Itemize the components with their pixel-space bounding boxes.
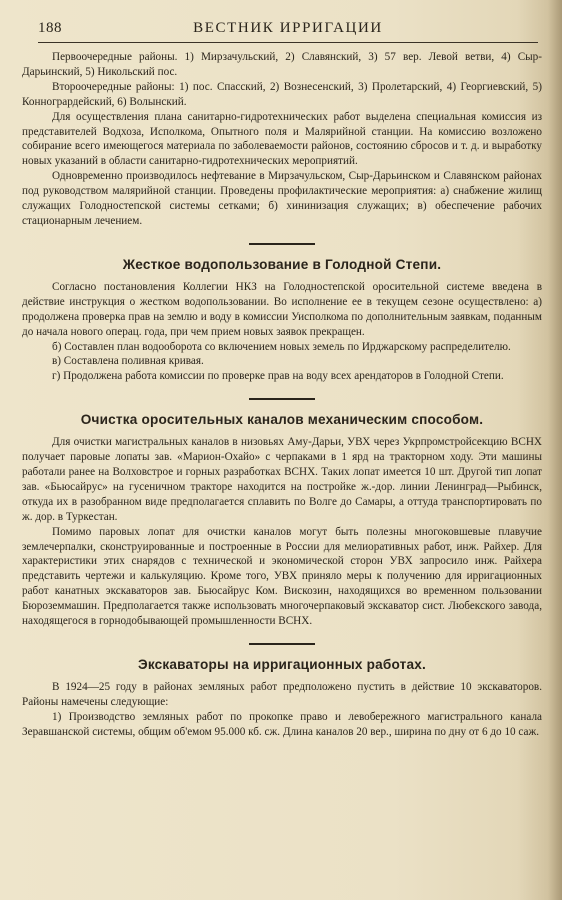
section-heading: Жесткое водопользование в Голодной Степи. (122, 256, 442, 272)
paragraph: Для осуществления плана санитарно-гидротехнических работ выделена специальная комиссия из представителей Водхоза, Исполкома, Опытного поля и Малярийной станции. На комиссию возложено собирание всего имеющегося материала по заболеваемости районов, состоянию сбросов и т. д. и выработку новых указаний в области санитарно-гидротехнических мероприятий. (22, 110, 542, 168)
paragraph: Одновременно производилось нефтевание в Мирзачульском, Сыр-Дарьинском и Славянском районах под руководством малярийной станции. Проведены профилактические мероприятия: а) снабжение жилищ служащих Голодностепской системы сетками; б) хининизация служащих; в) обеспечение рабочих стационарным лечением. (22, 170, 542, 227)
paragraph: Для очистки магистральных каналов в низовьях Аму-Дарьи, УВХ через Укрпромстройсекцию ВСНХ получает паровые лопаты зав. «Марион-Охайо» с черпаками в 1 ярд на тракторном ходу. Эти машины работали ранее на Волховстрое и горных разработках ВСНХ. Таких лопат имеется 10 шт. Другой тип лопат зав. «Бьюсайрус» на гусеничном тракторе находится на постройке ж.-дор. линии Ленинград—Рыбинск, откуда их в разобранном виде предполагается сплавить по Волге до Самары, а оттуда транспортировать по ж. дор. в Туркестан. (22, 436, 542, 523)
section-heading: Экскаваторы на ирригационных работах. (137, 657, 427, 672)
paragraph: В 1924—25 году в районах земляных работ предположено пустить в действие 10 экскаваторов. Районы намечены следующие: (22, 681, 542, 708)
section-canal-cleaning (22, 412, 542, 629)
page-content (22, 50, 542, 740)
header-rule (38, 42, 538, 43)
list-item: б) Составлен план водооборота со включением новых земель по Ирджарскому распределителю. (52, 340, 511, 353)
page-header (38, 18, 538, 42)
paragraph: Первоочередные районы. 1) Мирзачульский, 2) Славянский, 3) 57 вер. Левой ветви, 4) Сыр-Дарьинский, 5) Никольский пос. (22, 51, 542, 78)
section-heading: Очистка оросительных каналов механическим способом. (80, 412, 484, 428)
list-item: 1) Производство земляных работ по прокопке право и левобережного магистрального канала Зеравшанской системы, общим об'емом 95.000 кб. сж. Длина каналов 20 вер., ширина по дну от 6 до 10 саж. (22, 710, 542, 738)
section-divider (249, 243, 315, 245)
section-divider (249, 643, 315, 645)
page-edge-shadow (548, 0, 562, 900)
paragraph: Второочередные районы: 1) пос. Спасский, 2) Вознесенский, 3) Пролетарский, 4) Георгиевский, 5) Конногрардейский, 6) Волынский. (22, 80, 542, 108)
block-intro (22, 50, 542, 229)
journal-title: ВЕСТНИК ИРРИГАЦИИ (193, 20, 383, 36)
list-item: г) Продолжена работа комиссии по проверке прав на воду всех арендаторов в Голодной Степи. (52, 370, 504, 383)
list-item: в) Составлена поливная кривая. (52, 355, 204, 368)
paragraph: Согласно постановления Коллегии НКЗ на Голодностепской оросительной системе введена в действие инструкция о жестком водопользовании. Во исполнение ее в текущем сезоне осуществлено: а) продолжена проверка прав на землю и воду в комиссии Уисполкома по дополнительным заявкам, поданным до начала нового операц. года, при чем прием новых заявок прекращен. (22, 280, 542, 338)
section-excavators (22, 657, 542, 740)
section-divider (249, 398, 315, 400)
paragraph: Помимо паровых лопат для очистки каналов могут быть полезны многоковшевые плавучие землечерпалки, сконструированные и построенные в России для мелиоративных работ, инж. Райхер. Для характеристики этих снарядов с технической и экономической сторон УВХ запросило инж. Райхера представить чертежи и калькуляцию. Кроме того, УВХ приняло меры к получению для ирригационных работ канатных экскаваторов зав. Бьюсайрус Ком. Вискозин, находящихся во временном пользовании Бюроземмашин. Предполагается также использовать многочерпаковый экскаватор сист. Любекского завода, находящегося в горнодобывающей промышленности ВСНХ. (22, 525, 542, 628)
page-number: 188 (38, 20, 62, 36)
section-strict-water-use (22, 257, 542, 384)
